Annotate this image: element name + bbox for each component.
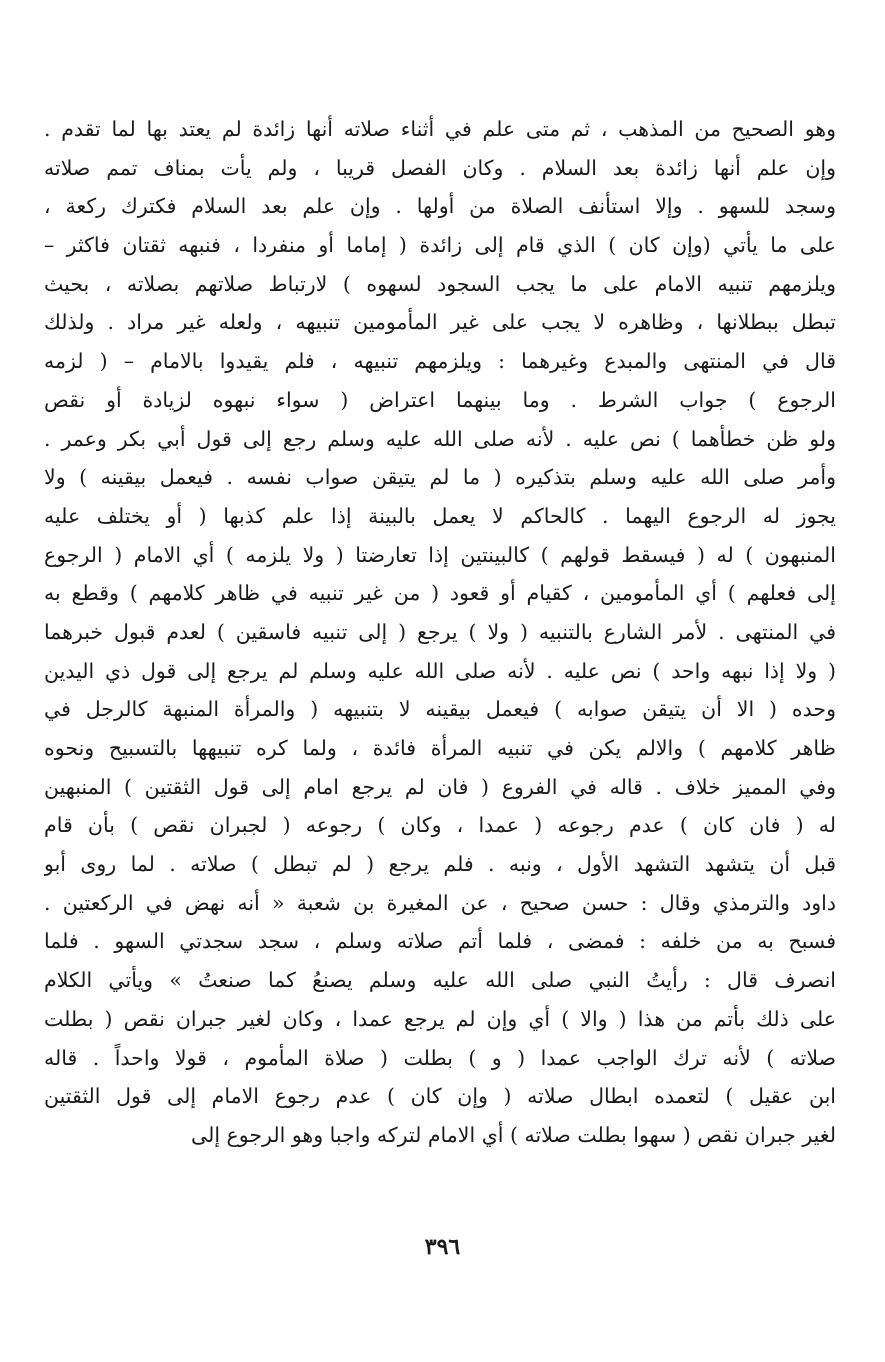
- text-line: تبطل ببطلانها ، وظاهره لا يجب على غير المأمومين تنبيهه ، ولعله غير مراد . ولذلك: [44, 310, 836, 335]
- text-line: وحده ( الا أن يتيقن صوابه ) فيعمل بيقينه لا بتنبيهه ( والمرأة المنبهة كالرجل في: [44, 697, 836, 722]
- text-line: وسجد للسهو . وإلا استأنف الصلاة من أولها . وإن علم بعد السلام فكترك ركعة ،: [44, 194, 836, 219]
- text-line: إلى فعلهم ) أي المأمومين ، كقيام أو قعود ( من غير تنبيه في ظاهر كلامهم ) وقطع به: [44, 581, 836, 606]
- text-line: يجوز له الرجوع اليهما . كالحاكم لا يعمل بالبينة إذا علم كذبها ( أو يختلف عليه: [44, 503, 836, 528]
- text-line: وفي المميز خلاف . قاله في الفروع ( فان لم يرجع امام إلى قول الثقتين ) المنبهين: [44, 774, 836, 799]
- text-line: المنبهون ) له ( فيسقط قولهم ) كالبينتين إذا تعارضتا ( ولا يلزمه ) أي الامام ( الرجوع: [44, 542, 836, 567]
- text-line: داود والترمذي وقال : حسن صحيح ، عن المغيرة بن شعبة « أنه نهض في الركعتين .: [44, 890, 836, 915]
- text-line: ويلزمهم تنبيه الامام على ما يجب السجود لسهوه ) لارتباط صلاتهم بصلاته ، بحيث: [44, 271, 836, 296]
- text-line: ولو ظن خطأهما ) نص عليه . لأنه صلى الله عليه وسلم رجع إلى قول أبي بكر وعمر .: [44, 426, 836, 451]
- text-line: فسبح به من خلفه : فمضى ، فلما أتم صلاته وسلم ، سجد سجدتي السهو . فلما: [44, 929, 836, 954]
- text-line: قال في المنتهى والمبدع وغيرهما : ويلزمهم تنبيهه ، فلم يقيدوا بالامام – ( لزمه: [44, 349, 836, 374]
- text-line: قبل أن يتشهد التشهد الأول ، ونبه . فلم يرجع ( لم تبطل ) صلاته . لما روى أبو: [44, 852, 836, 877]
- text-line: لغير جبران نقص ( سهوا بطلت صلاته ) أي الامام لتركه واجبا وهو الرجوع إلى: [191, 1122, 836, 1147]
- text-line: صلاته ) لأنه ترك الواجب عمدا ( و ) بطلت ( صلاة المأموم ، قولا واحداً . قاله: [44, 1045, 836, 1070]
- text-line: ( ولا إذا نبهه واحد ) نص عليه . لأنه صلى الله عليه وسلم لم يرجع إلى قول ذي اليدين: [44, 658, 836, 683]
- body-text: [44, 110, 836, 1155]
- text-line: على ذلك بأتم من هذا ( والا ) أي وإن لم يرجع عمدا ، وكان لغير جبران نقص ( بطلت: [44, 1006, 836, 1031]
- text-line: انصرف قال : رأيتُ النبي صلى الله عليه وسلم يصنعُ كما صنعتُ » ويأتي الكلام: [44, 968, 836, 993]
- page-number: ٣٩٦: [424, 1234, 461, 1260]
- text-line: وإن علم أنها زائدة بعد السلام . وكان الفصل قريبا ، ولم يأت بمناف تمم صلاته: [44, 155, 836, 180]
- text-line: وهو الصحيح من المذهب ، ثم متى علم في أثناء صلاته أنها زائدة لم يعتد بها لما تقدم .: [44, 117, 836, 141]
- text-line: وأمر صلى الله عليه وسلم بتذكيره ( ما لم يتيقن صواب نفسه . فيعمل بيقينه ) ولا: [44, 465, 836, 490]
- text-line: على ما يأتي (وإن كان ) الذي قام إلى زائدة ( إماما أو منفردا ، فنبهه ثقتان فاكثر –: [44, 233, 836, 258]
- text-line: ظاهر كلامهم ) والالم يكن في تنبيه المرأة فائدة ، ولما كره تنبيهها بالتسبيح ونحوه: [44, 736, 836, 760]
- text-line: الرجوع ) جواب الشرط . وما بينهما اعتراض ( سواء نبهوه لزيادة أو نقص: [44, 387, 836, 412]
- text-line: في المنتهى . لأمر الشارع بالتنبيه ( ولا ) يرجع ( إلى تنبيه فاسقين ) لعدم قبول خبرهما: [44, 619, 836, 644]
- text-line: له ( فان كان ) عدم رجوعه ( عمدا ، وكان ) رجوعه ( لجبران نقص ) بأن قام: [44, 813, 836, 838]
- text-line: ابن عقيل ) لتعمده ابطال صلاته ( وإن كان ) عدم رجوع الامام إلى قول الثقتين: [44, 1084, 836, 1109]
